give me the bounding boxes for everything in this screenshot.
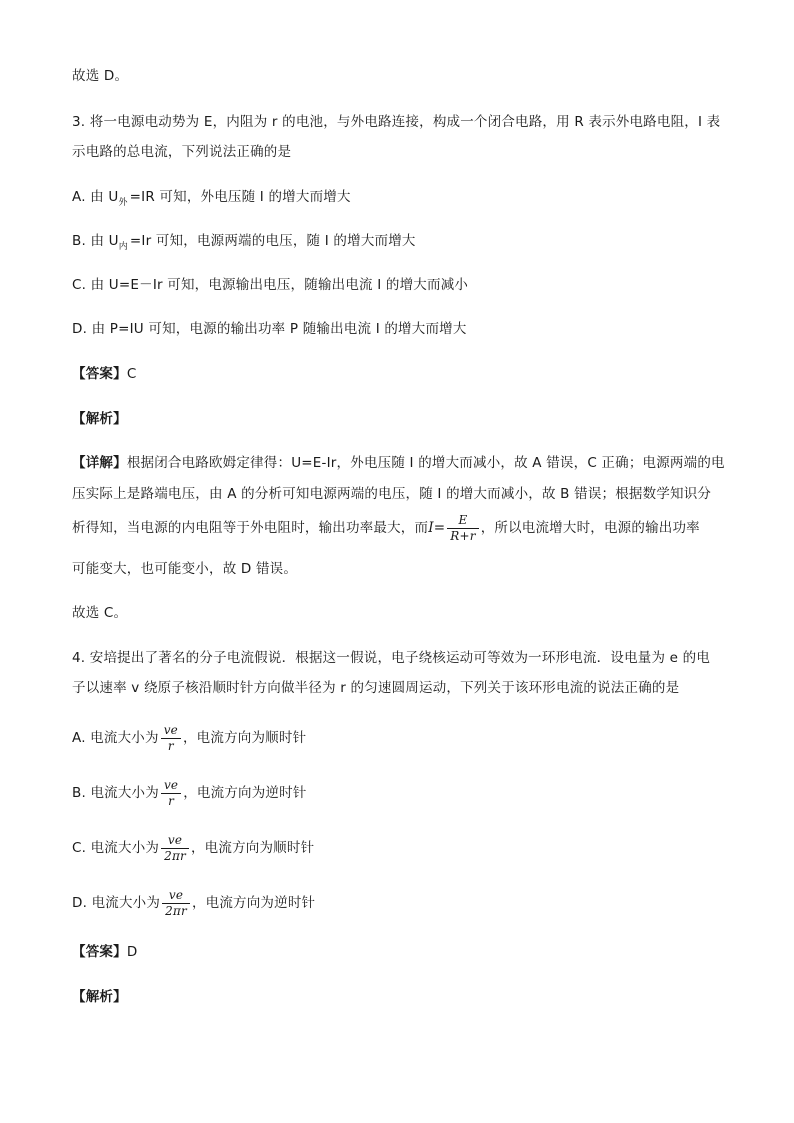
- q4-option-c-fraction: [161, 833, 189, 864]
- q4-stem-line1: 4. 安培提出了著名的分子电流假说．根据这一假说，电子绕核运动可等效为一环形电流．设电量为 e 的电: [72, 650, 711, 666]
- q3-detail-line3-pre: 析得知，当电源的内电阻等于外电阻时，输出功率最大，而: [72, 520, 429, 536]
- q3-option-d: D. 由 P=IU 可知，电源的输出功率 P 随输出电流 I 的增大而增大: [72, 321, 467, 337]
- fraction-denominator: 2πr: [165, 903, 187, 918]
- fraction-numerator: ve: [161, 723, 181, 739]
- q4-option-d-post: ，电流方向为逆时针: [191, 895, 316, 911]
- q4-option-d-pre: D. 电流大小为: [72, 895, 161, 911]
- fraction-numerator: ve: [161, 833, 189, 849]
- q3-detail-line1: [72, 453, 725, 473]
- q4-option-b-fraction: [161, 778, 181, 809]
- q3-answer-value: C: [126, 366, 137, 382]
- q3-detail-eq-lhs: I=: [428, 520, 446, 536]
- q4-option-a-pre: A. 电流大小为: [72, 730, 159, 746]
- q4-answer-value: D: [126, 944, 138, 960]
- q4-option-d: [72, 885, 315, 921]
- fraction-denominator: R+r: [450, 528, 476, 543]
- prev-conclusion: 故选 D。: [72, 68, 129, 84]
- q4-option-b-post: ，电流方向为逆时针: [183, 785, 307, 801]
- q3-detail-line4: 可能变大，也可能变小，故 D 错误。: [72, 561, 298, 577]
- q3-option-b-sub: 内: [118, 242, 128, 252]
- q3-option-c: C. 由 U=E－Ir 可知，电源输出电压，随输出电流 I 的增大而减小: [72, 277, 469, 293]
- q3-detail-line3: [72, 510, 700, 546]
- q4-option-a-fraction: [161, 723, 181, 754]
- fraction-denominator: 2πr: [164, 848, 186, 863]
- q3-analysis-tag: 【解析】: [72, 411, 127, 427]
- q3-stem-line1: 3. 将一电源电动势为 E，内阻为 r 的电池，与外电路连接，构成一个闭合电路，用 R 表示外电路电阻，I 表: [72, 114, 721, 130]
- q4-option-a-post: ，电流方向为顺时针: [182, 730, 307, 746]
- q3-option-b: [72, 231, 416, 253]
- fraction-numerator: ve: [161, 778, 181, 794]
- q4-option-c-post: ，电流方向为顺时针: [190, 840, 315, 856]
- q3-detail-line2: 压实际上是路端电压，由 A 的分析可知电源两端的电压，随 I 的增大而减小，故 B 错误；根据数学知识分: [72, 486, 712, 502]
- q3-option-b-pre: B. 由 U: [72, 233, 119, 249]
- fraction-denominator: r: [168, 793, 175, 808]
- q3-answer: [72, 364, 136, 384]
- q4-stem-line2: 子以速率 v 绕原子核沿顺时针方向做半径为 r 的匀速圆周运动，下列关于该环形电流的说法正确的是: [72, 680, 680, 696]
- q4-option-d-fraction: [162, 888, 190, 919]
- q4-option-c: [72, 830, 314, 866]
- q3-detail-fraction: [447, 513, 478, 544]
- q4-option-b: [72, 775, 307, 811]
- q3-detail-tag: 【详解】: [72, 455, 127, 471]
- q4-option-a: [72, 720, 306, 756]
- q3-option-a-pre: A. 由 U: [72, 189, 119, 205]
- q3-option-a: [72, 187, 351, 209]
- q3-answer-tag: 【答案】: [72, 366, 127, 382]
- fraction-denominator: r: [167, 738, 174, 753]
- q3-option-b-post: =Ir 可知，电源两端的电压，随 I 的增大而增大: [129, 233, 416, 249]
- q4-answer-tag: 【答案】: [72, 944, 127, 960]
- fraction-numerator: ve: [162, 888, 190, 904]
- q4-answer: [72, 942, 137, 962]
- q4-option-c-pre: C. 电流大小为: [72, 840, 160, 856]
- q3-option-a-sub: 外: [118, 198, 128, 208]
- q4-option-b-pre: B. 电流大小为: [72, 785, 159, 801]
- q4-analysis-tag: 【解析】: [72, 989, 127, 1005]
- fraction-numerator: E: [447, 513, 478, 529]
- q3-option-a-post: =IR 可知，外电压随 I 的增大而增大: [129, 189, 351, 205]
- q3-conclusion: 故选 C。: [72, 605, 128, 621]
- q3-detail-text1: 根据闭合电路欧姆定律得：U=E-Ir，外电压随 I 的增大而减小，故 A 错误，C 正确；电源两端的电: [126, 455, 725, 471]
- q3-stem-line2: 示电路的总电流，下列说法正确的是: [72, 144, 292, 160]
- q3-detail-line3-post: ，所以电流增大时，电源的输出功率: [480, 520, 700, 536]
